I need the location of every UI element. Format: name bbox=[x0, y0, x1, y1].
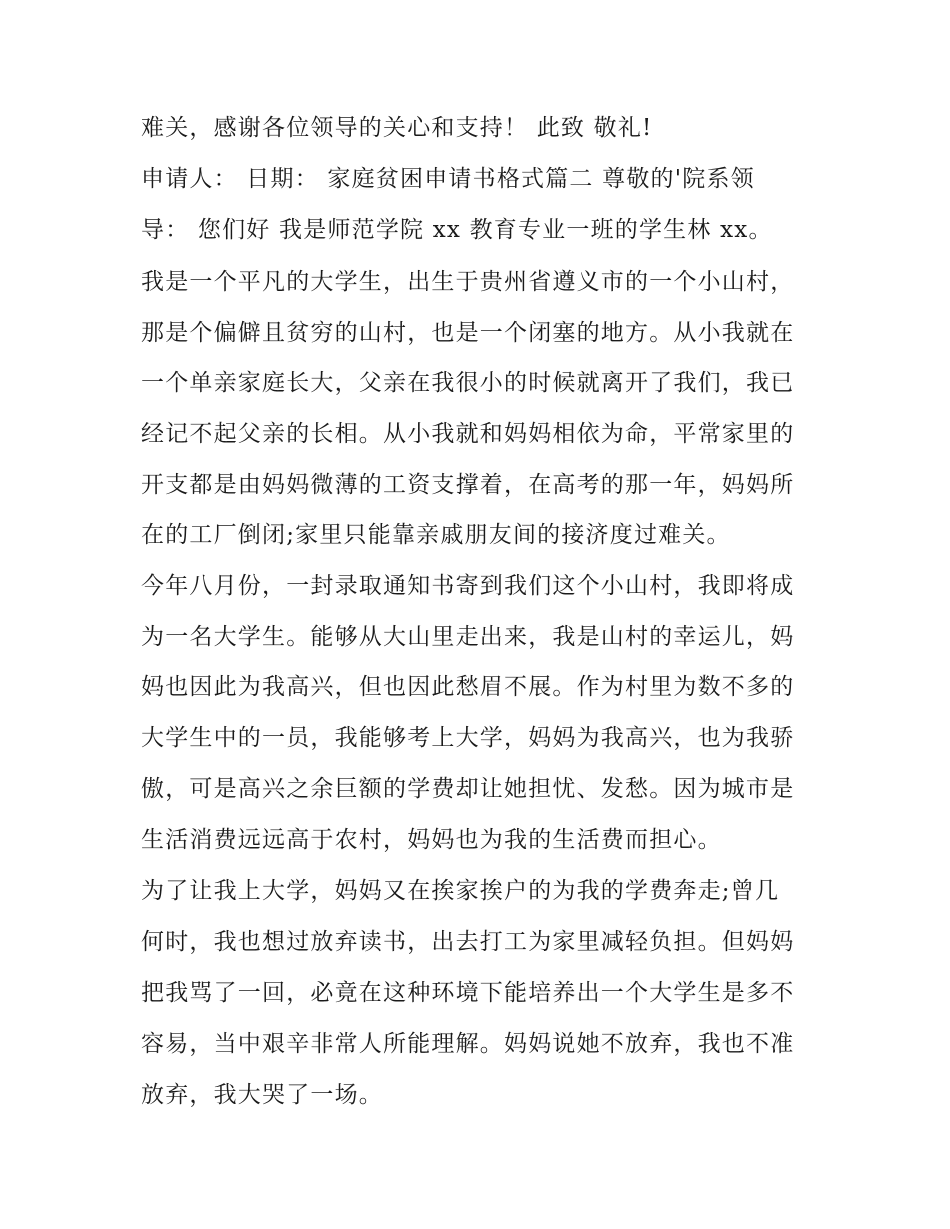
text-line: 难关，感谢各位领导的关心和支持！ 此致 敬礼! bbox=[141, 115, 653, 141]
text-line: 为了让我上大学，妈妈又在挨家挨户的为我的学费奔走;曾几 bbox=[141, 878, 780, 904]
text-line: 导： 您们好 我是师范学院 xx 教育专业一班的学生林 xx。 bbox=[141, 217, 773, 243]
text-line: 放弃，我大哭了一场。 bbox=[141, 1082, 383, 1108]
text-line: 那是个偏僻且贫穷的山村，也是一个闭塞的地方。从小我就在 bbox=[141, 320, 795, 346]
text-line: 何时，我也想过放弃读书，出去打工为家里减轻负担。但妈妈 bbox=[141, 929, 795, 955]
text-line: 容易，当中艰辛非常人所能理解。妈妈说她不放弃，我也不准 bbox=[141, 1031, 795, 1057]
text-line: 在的工厂倒闭;家里只能靠亲戚朋友间的接济度过难关。 bbox=[141, 522, 731, 548]
text-line: 生活消费远远高于农村，妈妈也为我的生活费而担心。 bbox=[141, 827, 722, 853]
text-line: 大学生中的一员，我能够考上大学，妈妈为我高兴，也为我骄 bbox=[141, 725, 795, 751]
text-line: 我是一个平凡的大学生，出生于贵州省遵义市的一个小山村， bbox=[141, 269, 795, 295]
text-line: 把我骂了一回，必竟在这种环境下能培养出一个大学生是多不 bbox=[141, 980, 795, 1006]
text-line: 妈也因此为我高兴，但也因此愁眉不展。作为村里为数不多的 bbox=[141, 674, 795, 700]
text-line: 傲，可是高兴之余巨额的学费却让她担忧、发愁。因为城市是 bbox=[141, 776, 795, 802]
text-line: 经记不起父亲的长相。从小我就和妈妈相依为命，平常家里的 bbox=[141, 421, 795, 447]
text-line: 申请人： 日期： 家庭贫困申请书格式篇二 尊敬的'院系领 bbox=[141, 166, 755, 192]
text-line: 一个单亲家庭长大，父亲在我很小的时候就离开了我们，我已 bbox=[141, 370, 795, 396]
text-line: 今年八月份，一封录取通知书寄到我们这个小山村，我即将成 bbox=[141, 573, 795, 599]
text-line: 开支都是由妈妈微薄的工资支撑着，在高考的那一年，妈妈所 bbox=[141, 472, 795, 498]
text-line: 为一名大学生。能够从大山里走出来，我是山村的幸运儿，妈 bbox=[141, 624, 795, 650]
